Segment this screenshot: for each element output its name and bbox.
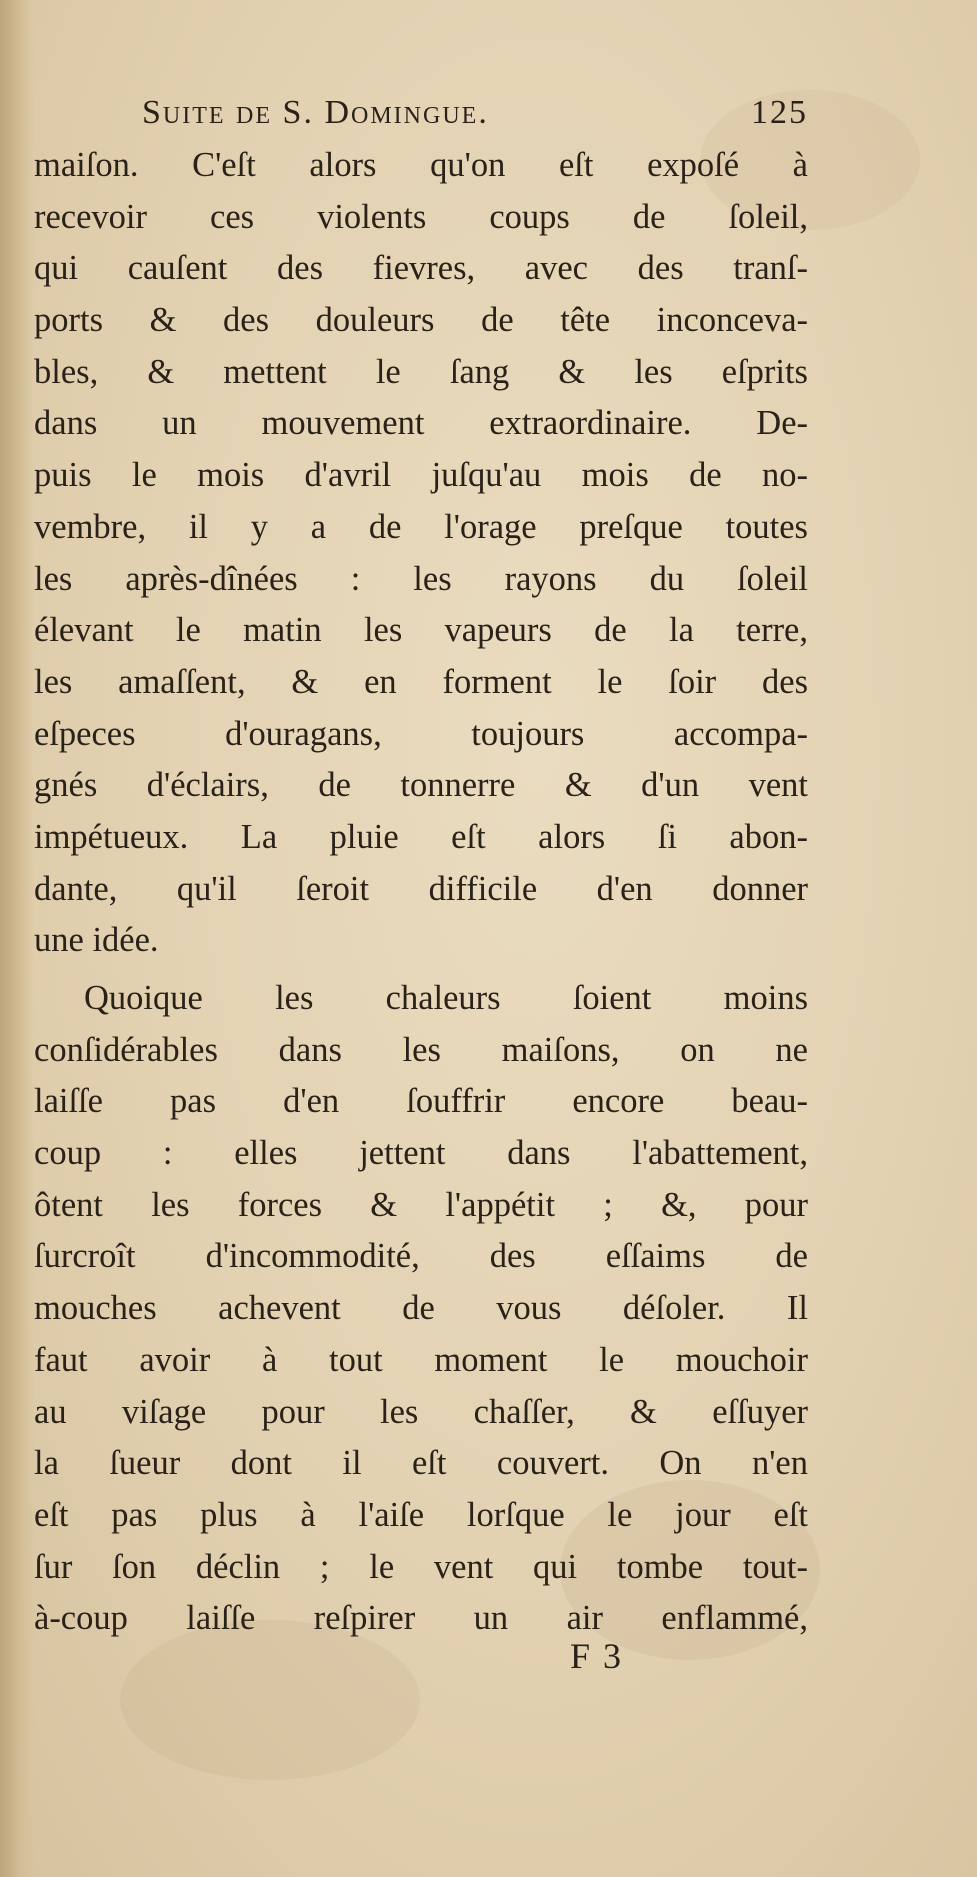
text-line: gnés d'éclairs, de tonnerre & d'un vent [34,766,808,805]
text-line: la ſueur dont il eſt couvert. On n'en [34,1444,808,1483]
text-line: au viſage pour les chaſſer, & eſſuyer [34,1392,808,1431]
text-line: eſpeces d'ouragans, toujours accompa- [34,714,808,753]
text-line: eſt pas plus à l'aiſe lorſque le jour eſt [34,1495,808,1534]
text-line: ôtent les forces & l'appétit ; &, pour [34,1185,808,1224]
text-line: laiſſe pas d'en ſouffrir encore beau- [34,1082,808,1121]
paragraph-2 [34,973,808,1645]
text-line: ports & des douleurs de tête inconceva- [34,301,808,340]
text-line: faut avoir à tout moment le mouchoir [34,1340,808,1379]
text-line: dans un mouvement extraordinaire. De- [34,404,808,443]
text-line: impétueux. La pluie eſt alors ſi abon- [34,817,808,856]
text-line: puis le mois d'avril juſqu'au mois de no- [34,456,808,495]
running-head [34,90,808,140]
text-line: Quoique les chaleurs ſoient moins [84,979,808,1017]
text-line: élevant le matin les vapeurs de la terre, [34,611,808,650]
text-line: recevoir ces violents coups de ſoleil, [34,197,808,236]
text-line: à-coup laiſſe reſpirer un air enflammé, [34,1599,808,1638]
text-line: qui cauſent des fievres, avec des tranſ- [34,249,808,288]
text-line: conſidérables dans les maiſons, on ne [34,1030,808,1069]
text-line: ſurcroît d'incommodité, des eſſaims de [34,1237,808,1276]
text-block [34,90,808,1645]
page-number: 125 [751,94,808,131]
text-line: les après-dînées : les rayons du ſoleil [34,559,808,598]
text-line: une idée. [34,921,159,960]
text-line: bles, & mettent le ſang & les eſprits [34,352,808,391]
text-line: coup : elles jettent dans l'abattement, [34,1134,808,1173]
text-line: mouches achevent de vous déſoler. Il [34,1289,808,1328]
running-head-title: Suite de S. Domingue. [142,94,489,131]
text-line: dante, qu'il ſeroit difficile d'en donner [34,869,808,908]
paragraph-1 [34,140,808,967]
text-line: les amaſſent, & en forment le ſoir des [34,662,808,701]
text-line: vembre, il y a de l'orage preſque toutes [34,507,808,546]
text-line: maiſon. C'eſt alors qu'on eſt expoſé à [34,146,808,184]
page-gutter-shadow [0,0,34,1877]
text-line: ſur ſon déclin ; le vent qui tombe tout- [34,1547,808,1586]
signature-mark: F 3 [570,1636,624,1676]
